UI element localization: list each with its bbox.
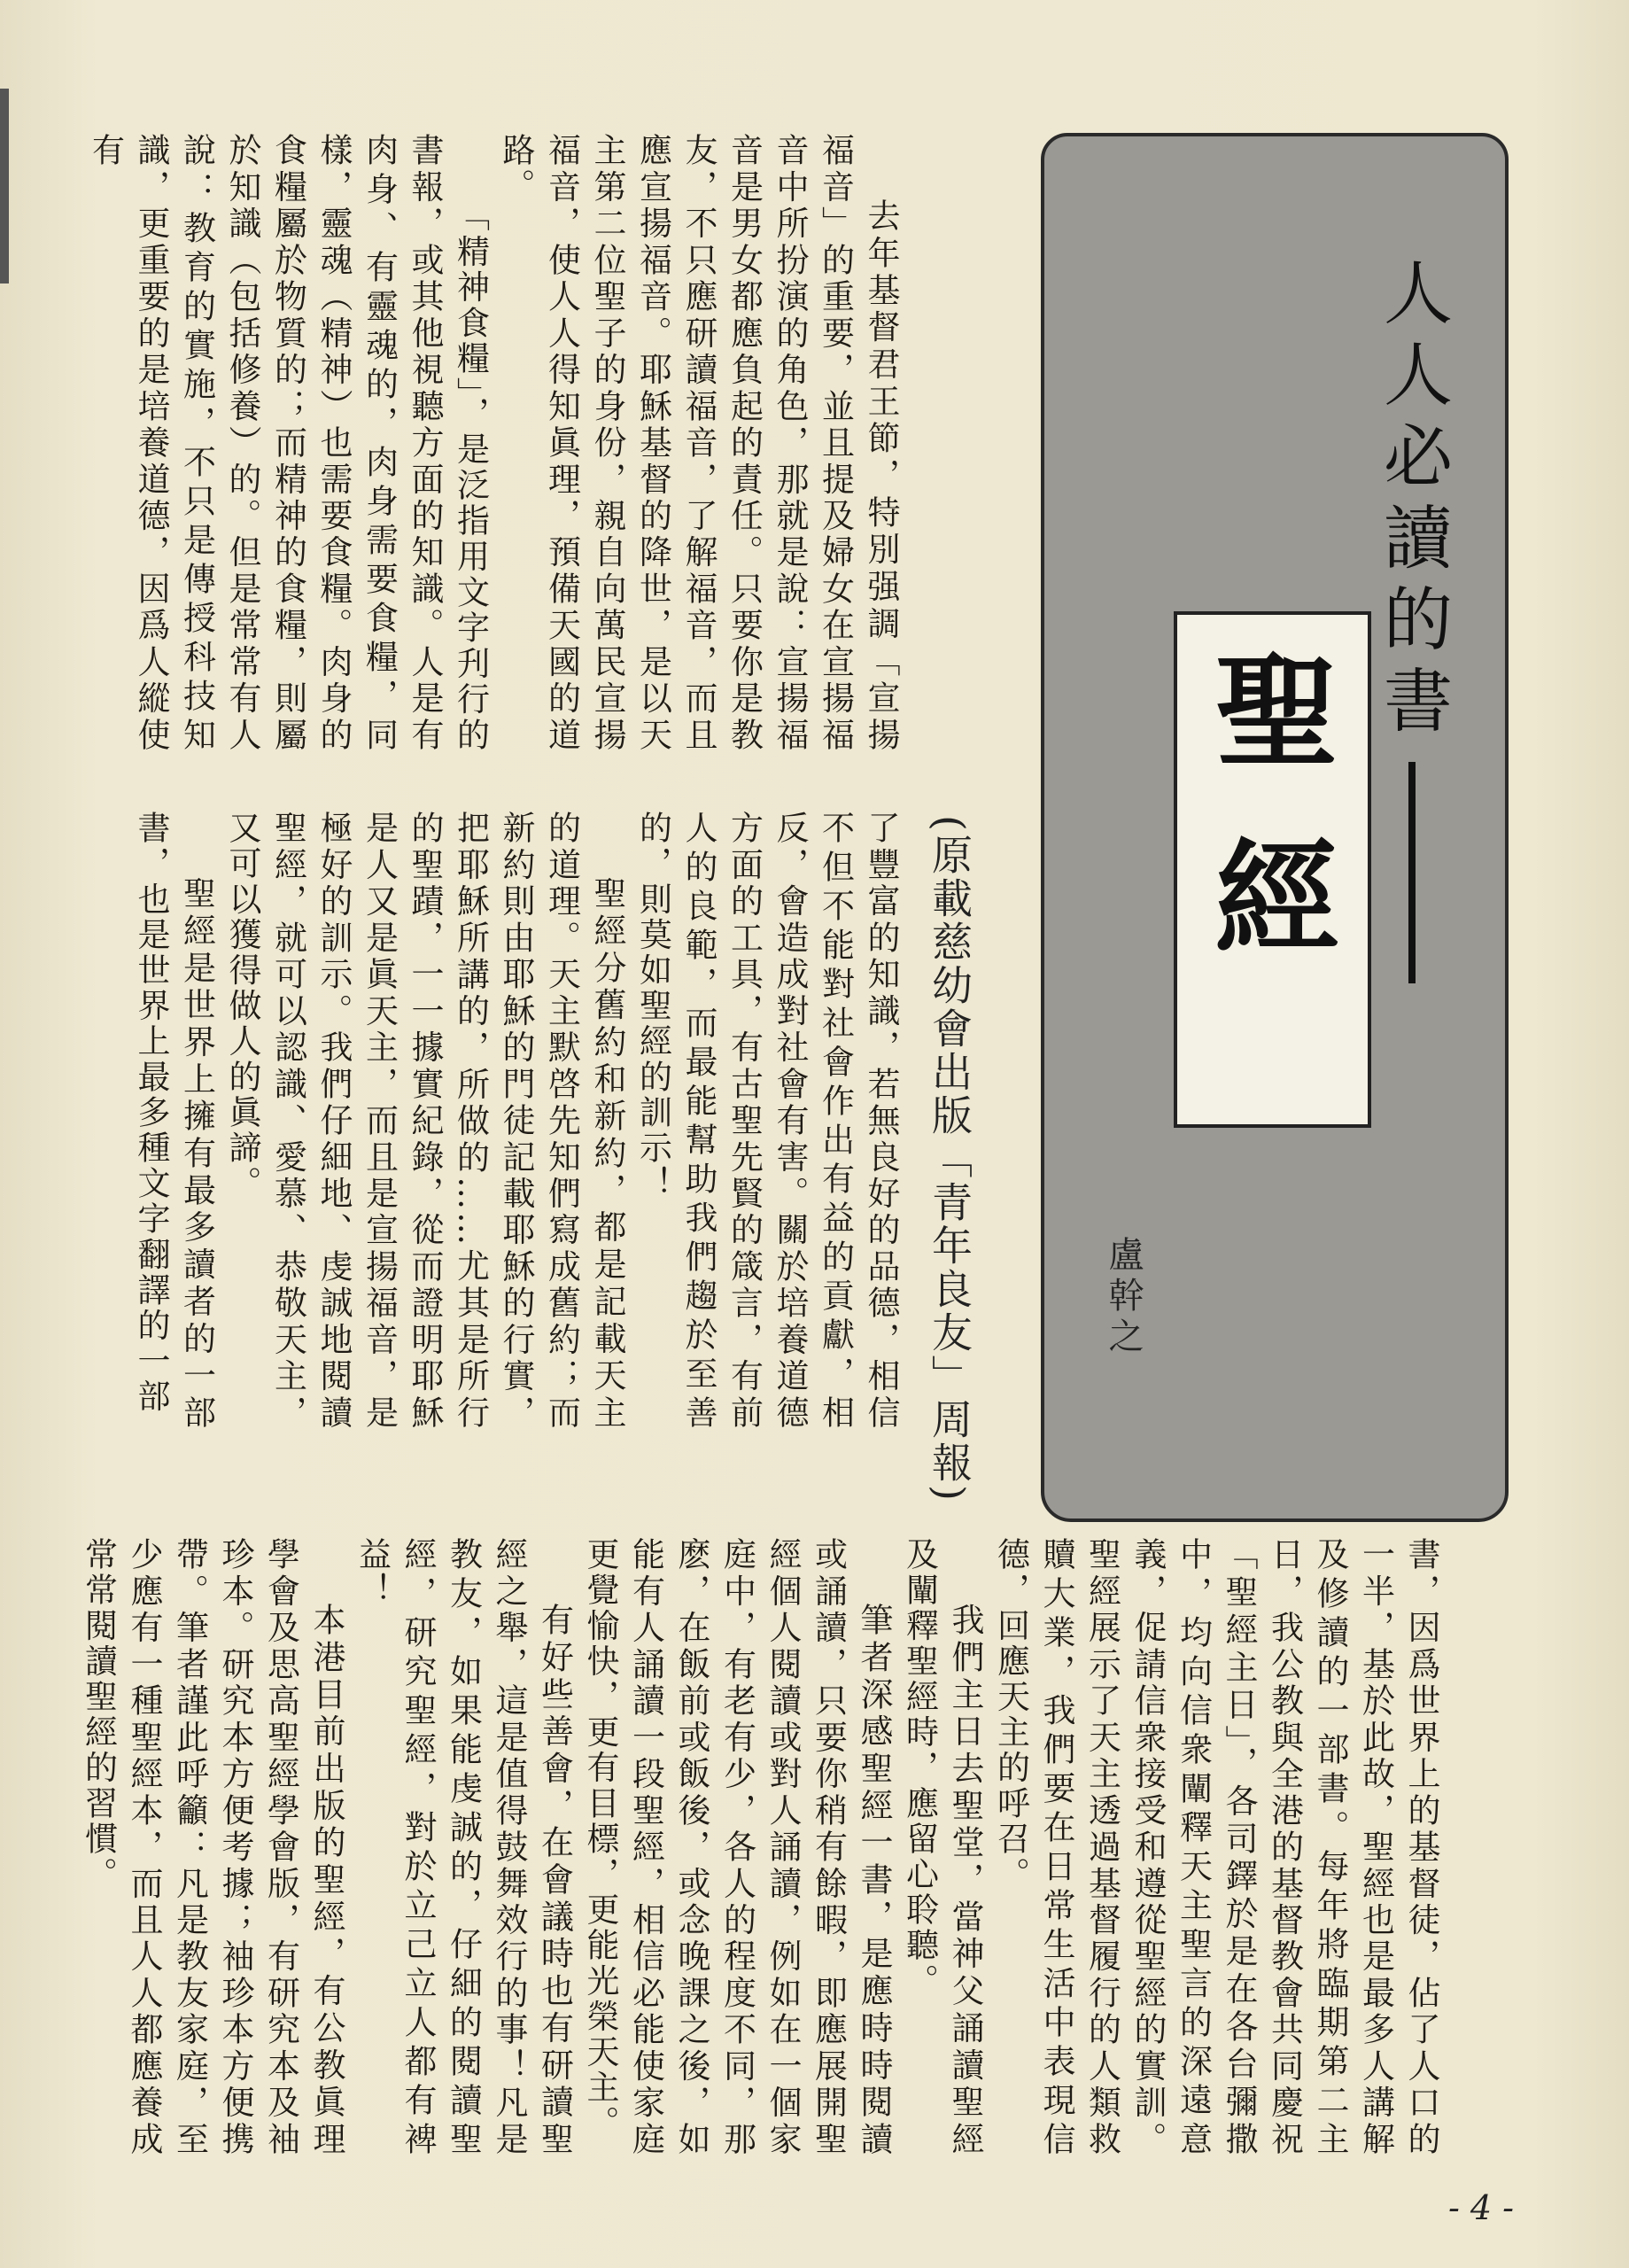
paragraph: 聖經是世界上擁有最多讀者的一部書，也是世界上最多種文字翻譯的一部 [132, 811, 216, 1431]
paragraph: 筆者深感聖經一書，是應時時閱讀或誦讀，只要你稍有餘暇，即應展開聖經個人閱讀或對人誦讀，例如在一個家庭中，有老有少，各人的程度不同，那麽，在飯前或飯後，或念晚課之後，如能有人誦讀一段聖經，相信必能使家庭更覺愉快，更有目標，更能光榮天主。 [581, 1537, 893, 2157]
paragraph: 聖經分舊約和新約，都是記載天主的道理。天主默啓先知們寫成舊約；而新約則由耶穌的門徒記載耶穌的行實，把耶穌所講的，所做的……尤其是所行的聖蹟，一一據實紀錄，從而證明耶穌是人又是眞天主，而且是宣揚福音，是極好的訓示。我們仔細地、虔誠地閱讀聖經，就可以認識、愛慕、恭敬天主，又可以獲得做人的眞諦。 [223, 811, 626, 1431]
article-block-bottom [79, 1537, 1444, 2157]
scan-edge-mark [0, 89, 9, 284]
paragraph: 本港目前出版的聖經，有公教眞理學會及思高聖經學會版，有研究本及袖珍本。研究本方便考據；袖珍本方便携帶。筆者謹此呼籲：凡是教友家庭，至少應有一種聖經本，而且人人都應養成常常閱讀聖經的習慣。 [79, 1537, 345, 2157]
article-block-top [86, 133, 904, 753]
paragraph: 去年基督君王節，特別强調「宣揚福音」的重要，並且提及婦女在宣揚福音中所扮演的角色，那就是說：宣揚福音是男女都應負起的責任。只要你是教友，不只應研讀福音，了解福音，而且應宣揚福音。耶穌基督的降世，是以天主第二位聖子的身份，親自向萬民宣揚福音，使人人得知眞理，預備天國的道路。 [497, 133, 900, 753]
page-number: - 4 - [1448, 2188, 1515, 2227]
paragraph: 書，因爲世界上的基督徒，佔了人口的一半，基於此故，聖經也是最多人講解及修讀的一部書。每年將臨期第二主日，我公教與全港的基督教會共同慶祝「聖經主日」，各司鐸於是在各台彌撒中，均向信衆闡釋天主聖言的深遠意義，促請信衆接受和遵從聖經的實訓。聖經展示了天主透過基督履行的人類救贖大業，我們要在日常生活中表現信德，回應天主的呼召。 [991, 1537, 1440, 2157]
paragraph: 「精神食糧」，是泛指用文字刋行的書報，或其他視聽方面的知識。人是有肉身、有靈魂的，肉身需要食糧，同樣，靈魂（精神）也需要食糧。肉身的食糧屬於物質的；而精神的食糧，則屬於知識（包括修養）的。但是常常有人說：教育的實施，不只是傳授科技知識，更重要的是培養道德，因爲人縱使有 [86, 133, 490, 753]
author-name: 盧幹之 [1103, 1236, 1144, 1358]
paragraph: 有好些善會，在會議時也有研讀聖經之舉，這是值得鼓舞效行的事！凡是教友，如果能虔誠的，仔細的閱讀聖經，研究聖經，對於立己立人都有裨益！ [353, 1537, 574, 2157]
article-title: 聖經 [1194, 647, 1339, 1019]
series-title: 人人必讀的書 [1372, 257, 1452, 746]
article-block-middle [124, 811, 904, 1431]
source-note: (原載慈幼會出版「青年良友」周報) [926, 815, 974, 1503]
paragraph: 了豐富的知識，若無良好的品德，相信不但不能對社會作出有益的貢獻，相反，會造成對社會有害。關於培養道德方面的工具，有古聖先賢的箴言，有前人的良範，而最能幫助我們趨於至善的，則莫如聖經的訓示！ [633, 811, 900, 1431]
title-dash [1408, 762, 1416, 983]
paragraph: 我們主日去聖堂，當神父誦讀聖經及闡釋聖經時，應留心聆聽。 [900, 1537, 984, 2157]
